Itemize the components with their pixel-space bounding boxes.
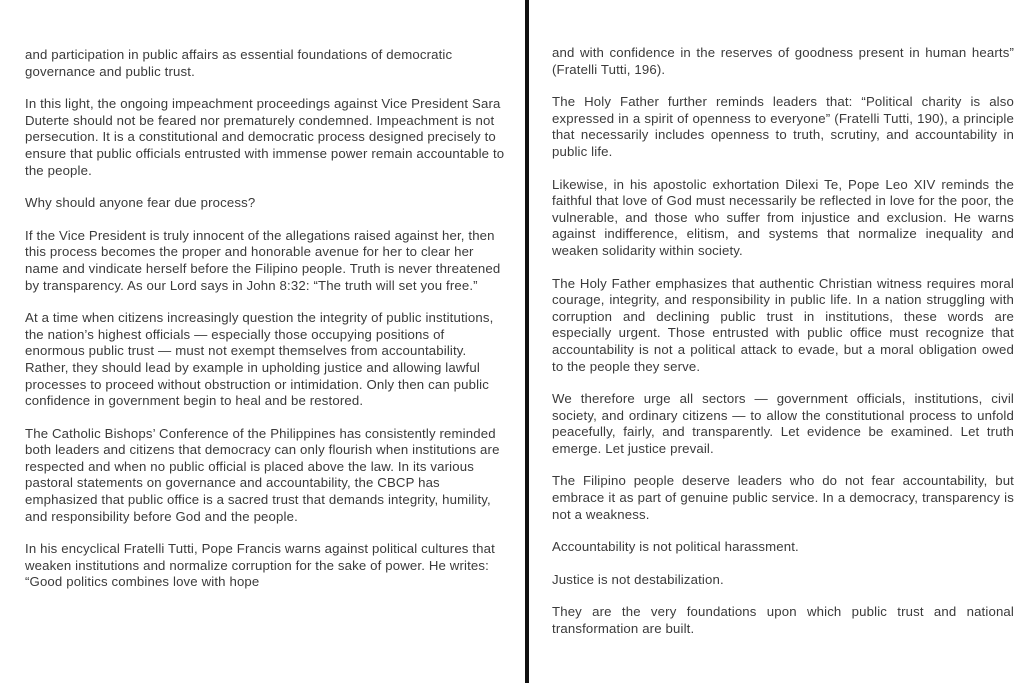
paragraph: Why should anyone fear due process? xyxy=(25,195,256,211)
right-column xyxy=(530,0,1024,683)
paragraph: and participation in public affairs as essential foundations of democratic governance and public trust. xyxy=(25,47,453,79)
paragraph: At a time when citizens increasingly question the integrity of public institutions, the nation’s highest officials — especially those occupying positions of enormous public trust — must not exempt themselves from accountability. Rather, they should lead by example in upholding justice and allowing lawful processes to proceed without obstruction or intimidation. Only then can public confidence in government begin to heal and be restored. xyxy=(25,310,494,409)
paragraph: They are the very foundations upon which public trust and national transformation are built. xyxy=(552,604,1014,637)
paragraph: Accountability is not political harassment. xyxy=(552,539,799,555)
paragraph: The Filipino people deserve leaders who do not fear accountability, but embrace it as part of genuine public service. In a democracy, transparency is not a weakness. xyxy=(552,473,1014,522)
paragraph: and with confidence in the reserves of goodness present in human hearts” (Fratelli Tutti, 196). xyxy=(552,45,1014,77)
paragraph: Likewise, in his apostolic exhortation Dilexi Te, Pope Leo XIV reminds the faithful that love of God must necessarily be reflected in love for the poor, the vulnerable, and those who suffer from injustice and exclusion. He warns against indifference, elitism, and systems that normalize inequality and weaken solidarity within society. xyxy=(552,176,1014,258)
paragraph: In this light, the ongoing impeachment proceedings against Vice President Sara Duterte should not be feared nor prematurely condemned. Impeachment is not persecution. It is a constitutional and democratic process designed precisely to ensure that public officials entrusted with immense power remain accountable to the people. xyxy=(25,96,505,178)
paragraph: In his encyclical Fratelli Tutti, Pope Francis warns against political cultures that weaken institutions and normalize corruption for the sake of power. He writes: “Good politics combines love with hope xyxy=(25,541,495,590)
paragraph: We therefore urge all sectors — government officials, institutions, civil society, and ordinary citizens — to allow the constitutional process to unfold peacefully, fairly, and transparently. Let evidence be examined. Let truth emerge. Let justice prevail. xyxy=(552,391,1014,456)
paragraph: If the Vice President is truly innocent of the allegations raised against her, then this process becomes the proper and honorable avenue for her to clear her name and vindicate herself before the Filipino people. Truth is never threatened by transparency. As our Lord says in John 8:32: “The truth will set you free.” xyxy=(25,227,501,293)
column-divider xyxy=(525,0,529,683)
paragraph: The Holy Father further reminds leaders that: “Political charity is also expressed in a spirit of openness to everyone” (Fratelli Tutti, 190), a principle that necessarily includes openness to truth, scrutiny, and accountability in public life. xyxy=(552,94,1014,159)
paragraph: Justice is not destabilization. xyxy=(552,571,724,587)
paragraph: The Catholic Bishops’ Conference of the Philippines has consistently reminded both leaders and citizens that democracy can only flourish when institutions are respected and when no public official is placed above the law. In its various pastoral statements on governance and accountability, the CBCP has emphasized that public office is a sacred trust that demands integrity, humility, and responsibility before God and the people. xyxy=(25,425,500,524)
paragraph: The Holy Father emphasizes that authentic Christian witness requires moral courage, integrity, and responsibility in public life. In a nation struggling with corruption and declining public trust in institutions, these words are especially urgent. Those entrusted with public office must recognize that accountability is not a political attack to evade, but a moral obligation owed to the people they serve. xyxy=(552,275,1014,374)
